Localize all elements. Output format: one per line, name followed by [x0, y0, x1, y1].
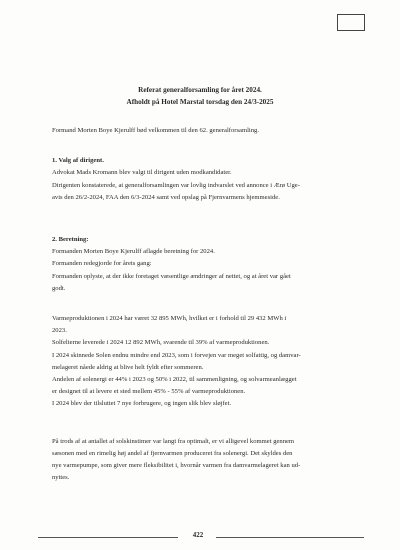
- production-line: Andelen af solenergi er 44% i 2023 og 50% i 2022, til sammenligning, og solvarmeanlægget: [52, 376, 297, 384]
- title-line-1: Referat generalforsamling for året 2024.: [138, 86, 262, 94]
- intro-paragraph: Formand Morten Boye Kjerulff bød velkommen til den 62. generalforsamling.: [52, 127, 259, 134]
- closing-line: På trods af at antallet af solskinstimer var langt fra optimalt, er vi alligevel kommet gennem: [52, 437, 295, 445]
- production-line: Varmeproduktionen i 2024 har været 32 895 MWh, hvilket er i forhold til 29 432 MWh i: [52, 315, 287, 323]
- section-2-line: godt.: [52, 284, 66, 292]
- closing-line: nyttes.: [52, 474, 70, 482]
- section-2-line: Formanden oplyste, at der ikke foretaget væsentlige ændringer af nettet, og at året var gået: [52, 272, 291, 280]
- production-line: I 2024 blev der tilsluttet 7 nye forbrugere, og ingen slik blev sløjfet.: [52, 400, 232, 408]
- production-line: er designet til at levere et sted mellem 45% - 55% af varmeproduktionen.: [52, 388, 246, 396]
- production-line: Solfelterne leverede i 2024 12 892 MWh, svarende til 39% af varmeproduktionen.: [52, 339, 270, 347]
- section-2-line: Formanden Morten Boye Kjerulff aflagde beretning for 2024.: [52, 248, 215, 256]
- section-1-line: Advokat Mads Kromann blev valgt til dirigent uden modkandidater.: [52, 169, 232, 177]
- footer-divider-right: [216, 537, 364, 538]
- section-2-line: Formanden redegjorde for årets gang:: [52, 260, 152, 268]
- section-1-line: avis den 26/2-2024, FAA den 6/3-2024 samt ved opslag på Fjernvarmens hjemmeside.: [52, 193, 280, 201]
- production-line: 2023.: [52, 327, 67, 335]
- section-1-heading: 1. Valg af dirigent.: [52, 157, 104, 165]
- title-block: [0, 84, 400, 108]
- production-line: melageret nåede aldrig at blive helt fyldt efter sommeren.: [52, 363, 204, 371]
- production-line: I 2024 skinnede Solen endnu mindre end 2023, som i forvejen var meget solfattig, og damvar-: [52, 351, 301, 359]
- section-2-heading: 2. Beretning:: [52, 236, 89, 244]
- document-body: [52, 125, 370, 484]
- closing-line: nye varmepumpe, som giver mere fleksibilitet i, hvornår varmen fra damvarmelageret kan ud-: [52, 462, 301, 470]
- page-number: 422: [192, 531, 204, 539]
- closing-line: sæsonen med en rimelig høj andel af fjernvarmen produceret fra solenergi. Det skyldes den: [52, 449, 293, 457]
- section-1-line: Dirigenten konstaterede, at generalforsamlingen var lovlig indvarslet ved annonce i Ærø Uge-: [52, 181, 300, 189]
- empty-box: [337, 14, 365, 31]
- title-line-2: Afholdt på Hotel Marstal torsdag den 24/3-2025: [126, 98, 274, 106]
- footer-divider-left: [38, 537, 178, 538]
